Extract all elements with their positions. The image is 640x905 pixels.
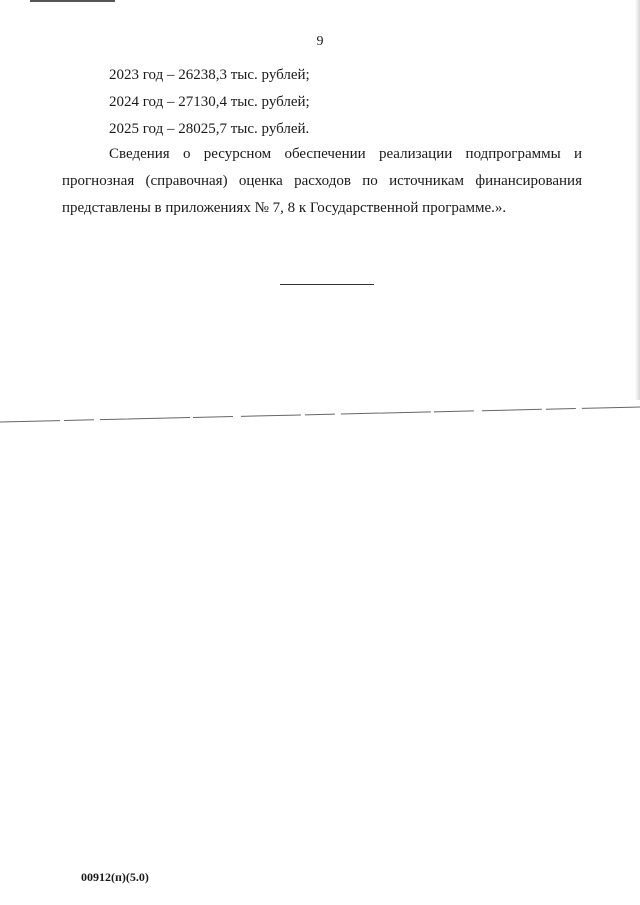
funding-line-2023: 2023 год – 26238,3 тыс. рублей; [109, 67, 310, 83]
funding-line-2024: 2024 год – 27130,4 тыс. рублей; [109, 94, 310, 110]
funding-line-2025: 2025 год – 28025,7 тыс. рублей. [109, 121, 310, 137]
page-number: 9 [316, 34, 324, 49]
document-code: 00912(п)(5.0) [81, 870, 149, 884]
resource-paragraph: Сведения о ресурсном обеспечении реализации подпрограммы и прогнозная (справочная) оценка расходов по источникам финансирования представлены в приложениях № 7, 8 к Государственной программе.». [62, 146, 582, 216]
